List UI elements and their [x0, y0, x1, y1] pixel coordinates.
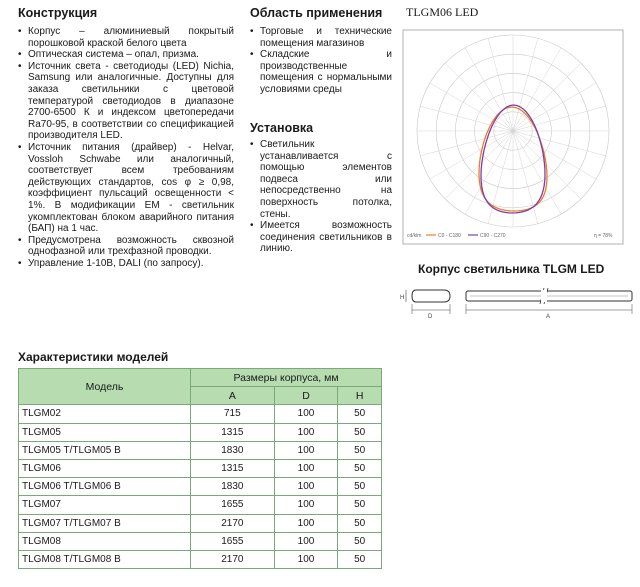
h-cell: 50	[338, 496, 382, 514]
legend-c0-label: C0 - C180	[438, 233, 461, 239]
model-cell: TLGM08	[19, 532, 191, 550]
d-cell: 100	[274, 459, 338, 477]
housing-title: Корпус светильника TLGM LED	[418, 262, 605, 276]
installation-list	[250, 139, 392, 255]
a-cell: 1655	[191, 532, 275, 550]
h-cell: 50	[338, 459, 382, 477]
table-row	[19, 478, 382, 496]
polar-title: TLGM06 LED	[406, 5, 479, 19]
a-cell: 1655	[191, 496, 275, 514]
application-list	[250, 26, 392, 96]
models-table	[18, 368, 382, 569]
table-row	[19, 514, 382, 532]
application-item: • Торговые и технические помещения магазинов	[250, 26, 392, 49]
h-cell: 50	[338, 550, 382, 568]
h-cell: 50	[338, 478, 382, 496]
col-a-header: A	[191, 387, 275, 405]
efficiency-label: η = 78%	[594, 233, 613, 239]
h-cell: 50	[338, 532, 382, 550]
construction-item: • Управление 1-10В, DALI (по запросу).	[18, 258, 234, 270]
a-cell: 1315	[191, 423, 275, 441]
construction-item: • Источник питания (драйвер) - Helvar, Vossloh Schwabe или аналогичный, соответствует всем требованиям действующих стандартов, cos φ ≥ 0,98, коэффициент пульсаций освещенности < 1%. В модификации ЕМ - светильник укомплектован блоком аварийного питания (БАП) на 1 час.	[18, 142, 234, 235]
table-header-row	[19, 369, 382, 387]
col-d-header: D	[274, 387, 338, 405]
h-cell: 50	[338, 423, 382, 441]
model-cell: TLGM02	[19, 405, 191, 423]
end-profile	[412, 290, 450, 302]
construction-item: • Предусмотрена возможность сквозной однофазной или трехфазной проводки.	[18, 235, 234, 258]
model-cell: TLGM07 T/TLGM07 B	[19, 514, 191, 532]
construction-text	[18, 26, 234, 269]
model-cell: TLGM07	[19, 496, 191, 514]
polar-grid	[417, 35, 609, 227]
d-cell: 100	[274, 478, 338, 496]
construction-list	[18, 26, 234, 269]
installation-item: • Имеется возможность соединения светильников в линию.	[250, 220, 392, 255]
h-cell: 50	[338, 405, 382, 423]
d-cell: 100	[274, 496, 338, 514]
a-cell: 1315	[191, 459, 275, 477]
a-cell: 1830	[191, 441, 275, 459]
table-row	[19, 441, 382, 459]
table-row	[19, 423, 382, 441]
col-dims-header: Размеры корпуса, мм	[191, 369, 382, 387]
table-row	[19, 496, 382, 514]
dim-d-label: D	[428, 314, 433, 320]
model-cell: TLGM06	[19, 459, 191, 477]
d-cell: 100	[274, 405, 338, 423]
model-cell: TLGM05 T/TLGM05 B	[19, 441, 191, 459]
polar-diagram	[402, 5, 624, 245]
a-cell: 715	[191, 405, 275, 423]
a-cell: 2170	[191, 514, 275, 532]
d-cell: 100	[274, 514, 338, 532]
d-cell: 100	[274, 441, 338, 459]
dim-h-label: H	[400, 295, 405, 301]
model-cell: TLGM06 T/TLGM06 B	[19, 478, 191, 496]
polar-unit-label: cd/klm	[407, 233, 422, 239]
table-row	[19, 550, 382, 568]
application-text	[250, 26, 392, 96]
installation-text	[250, 139, 392, 255]
dim-a-label: A	[546, 314, 551, 320]
models-title: Характеристики моделей	[18, 350, 169, 364]
col-h-header: H	[338, 387, 382, 405]
polar-chart	[402, 29, 624, 245]
installation-heading: Установка	[250, 121, 314, 135]
construction-heading: Конструкция	[18, 6, 98, 20]
d-cell: 100	[274, 532, 338, 550]
a-cell: 2170	[191, 550, 275, 568]
d-cell: 100	[274, 423, 338, 441]
d-cell: 100	[274, 550, 338, 568]
application-item: • Складские и производственные помещения с нормальными условиями среды	[250, 49, 392, 95]
legend-c90-label: C90 - C270	[480, 233, 506, 239]
table-row	[19, 405, 382, 423]
model-cell: TLGM05	[19, 423, 191, 441]
construction-item: • Корпус – алюминиевый покрытый порошковой краской белого цвета	[18, 26, 234, 49]
application-heading: Область применения	[250, 6, 383, 20]
installation-item: • Светильник устанавливается с помощью элементов подвеса или непосредственно на поверхность потолка, стены.	[250, 139, 392, 220]
table-row	[19, 532, 382, 550]
h-cell: 50	[338, 441, 382, 459]
housing-drawing	[400, 282, 636, 322]
model-cell: TLGM08 T/TLGM08 B	[19, 550, 191, 568]
construction-item: • Оптическая система – опал, призма.	[18, 49, 234, 61]
break-gap	[541, 290, 547, 302]
construction-item: • Источник света - светодиоды (LED) Nichia, Samsung или аналогичные. Доступны для заказа светильники с цветовой температурой светодиодов в диапазоне 2700-6500 К и индексом цветопередачи Ra70-95, в соответствии со спецификацией производителя LED.	[18, 61, 234, 142]
h-cell: 50	[338, 514, 382, 532]
table-row	[19, 459, 382, 477]
col-model-header: Модель	[19, 369, 191, 405]
a-cell: 1830	[191, 478, 275, 496]
models-body	[19, 405, 382, 569]
